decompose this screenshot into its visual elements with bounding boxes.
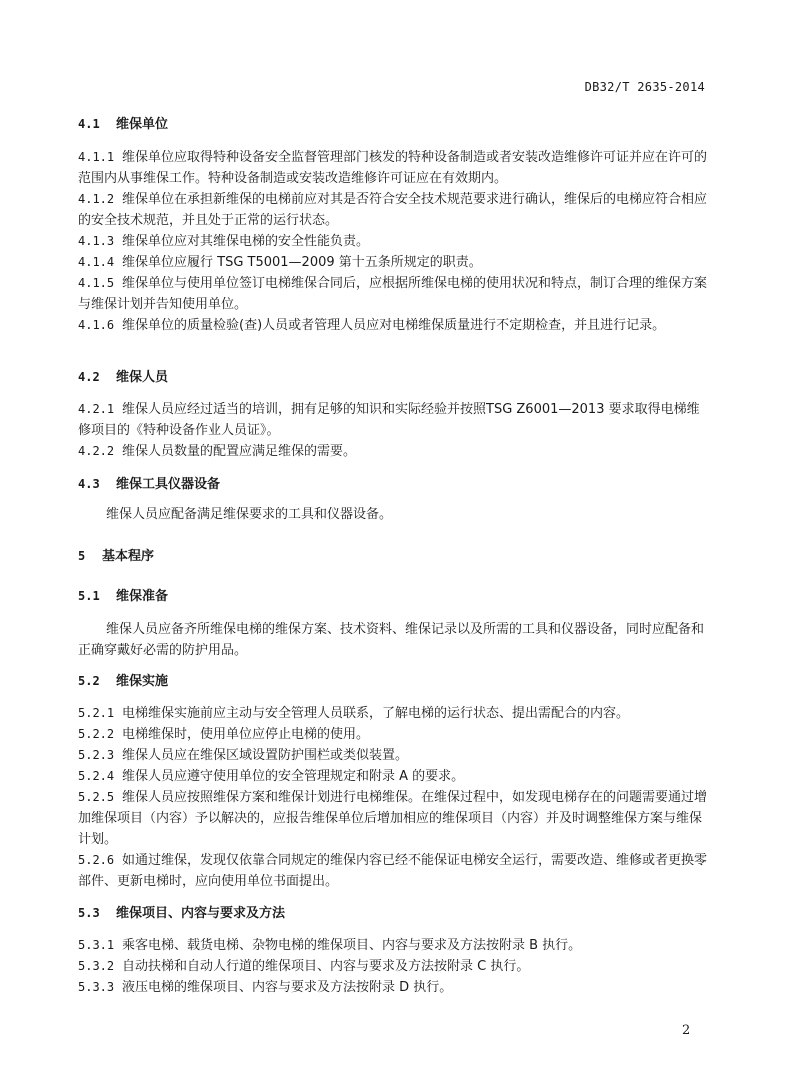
clause-5-2-1: 5.2.1 电梯维保实施前应主动与安全管理人员联系，了解电梯的运行状态、提出需配合的内容。 bbox=[78, 706, 630, 721]
clause-4-1-4: 4.1.4 维保单位应履行 TSG T5001—2009 第十五条所规定的职责。 bbox=[78, 255, 482, 270]
chapter-heading-5: 5 基本程序 bbox=[78, 549, 155, 564]
page-number: 2 bbox=[682, 1023, 691, 1038]
clause-5-3-1: 5.3.1 乘客电梯、载货电梯、杂物电梯的维保项目、内容与要求及方法按附录 B 执行。 bbox=[78, 938, 582, 953]
section-heading-5-1: 5.1 维保准备 bbox=[78, 589, 169, 604]
section-heading-4-2: 4.2 维保人员 bbox=[78, 370, 169, 385]
clause-5-2-5: 5.2.5 维保人员应按照维保方案和维保计划进行电梯维保。在维保过程中，如发现电梯存在的问题需要通过增加维保项目（内容）予以解决的，应报告维保单位后增加相应的维保项目（内容）并及时调整维保方案与维保计划。 bbox=[78, 790, 708, 847]
section-heading-4-3: 4.3 维保工具仪器设备 bbox=[78, 477, 221, 492]
clause-5-3-3: 5.3.3 液压电梯的维保项目、内容与要求及方法按附录 D 执行。 bbox=[78, 980, 453, 995]
clause-5-2-6: 5.2.6 如通过维保，发现仅依靠合同规定的维保内容已经不能保证电梯安全运行，需要改造、维修或者更换零部件、更新电梯时，应向使用单位书面提出。 bbox=[78, 853, 708, 889]
section-heading-4-1: 4.1 维保单位 bbox=[78, 117, 169, 132]
standard-code: DB32/T 2635-2014 bbox=[584, 80, 705, 94]
paragraph-5-1: 维保人员应备齐所维保电梯的维保方案、技术资料、维保记录以及所需的工具和仪器设备，同时应配备和正确穿戴好必需的防护用品。 bbox=[78, 622, 705, 658]
clause-5-2-2: 5.2.2 电梯维保时，使用单位应停止电梯的使用。 bbox=[78, 727, 370, 742]
section-heading-5-2: 5.2 维保实施 bbox=[78, 674, 169, 689]
clause-4-1-2: 4.1.2 维保单位在承担新维保的电梯前应对其是否符合安全技术规范要求进行确认，维保后的电梯应符合相应的安全技术规范，并且处于正常的运行状态。 bbox=[78, 192, 708, 228]
paragraph-4-3: 维保人员应配备满足维保要求的工具和仪器设备。 bbox=[106, 507, 393, 522]
clause-4-1-5: 4.1.5 维保单位与使用单位签订电梯维保合同后，应根据所维保电梯的使用状况和特点，制订合理的维保方案与维保计划并告知使用单位。 bbox=[78, 276, 708, 312]
clause-4-1-3: 4.1.3 维保单位应对其维保电梯的安全性能负责。 bbox=[78, 234, 370, 249]
clause-4-1-6: 4.1.6 维保单位的质量检验(查)人员或者管理人员应对电梯维保质量进行不定期检查，并且进行记录。 bbox=[78, 318, 666, 333]
clause-5-3-2: 5.3.2 自动扶梯和自动人行道的维保项目、内容与要求及方法按附录 C 执行。 bbox=[78, 959, 530, 974]
clause-5-2-4: 5.2.4 维保人员应遵守使用单位的安全管理规定和附录 A 的要求。 bbox=[78, 769, 465, 784]
clause-4-1-1: 4.1.1 维保单位应取得特种设备安全监督管理部门核发的特种设备制造或者安装改造维修许可证并应在许可的范围内从事维保工作。特种设备制造或安装改造维修许可证应在有效期内。 bbox=[78, 150, 708, 186]
clause-4-2-2: 4.2.2 维保人员数量的配置应满足维保的需要。 bbox=[78, 444, 357, 459]
clause-5-2-3: 5.2.3 维保人员应在维保区域设置防护围栏或类似装置。 bbox=[78, 748, 409, 763]
clause-4-2-1: 4.2.1 维保人员应经过适当的培训，拥有足够的知识和实际经验并按照TSG Z6001—2013 要求取得电梯维修项目的《特种设备作业人员证》。 bbox=[78, 402, 700, 438]
section-heading-5-3: 5.3 维保项目、内容与要求及方法 bbox=[78, 906, 286, 921]
